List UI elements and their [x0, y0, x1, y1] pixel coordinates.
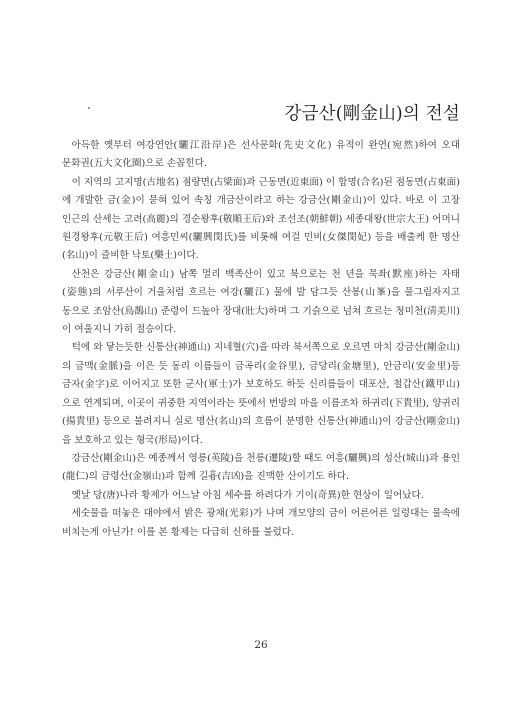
body-text [62, 137, 460, 542]
paragraph: 이 지역의 고지명(古地名) 점량면(占梁面)과 근동면(近東面) 이 합명(合名)된 점동면(占東面)에 개발한 금(金)이 묻혀 있어 속칭 개금산이라고 하는 강금산(剛金山)이 있다. 바로 이 고장 인근의 산세는 고려(高麗)의 경순왕후(敬順王后)와 조선조(朝鮮朝) 세종대왕(世宗大王) 어머니 원경왕후(元敬王后) 여흥민씨(驪興閔氏)를 비롯해 여걸 민비(女傑閔妃) 등을 배출케 한 명산(名山)이 즐비한 낙토(樂土)이다. [62, 176, 460, 262]
page-title: 강금산(剛金山)의 전설 [284, 104, 460, 124]
page-number: 26 [254, 639, 268, 651]
paragraph: 강금산(剛金山)은 예종께서 영릉(英陵)을 천릉(遷陵)할 때도 여흥(驪興)의 성산(城山)과 용인(龍仁)의 금령산(金嶺山)과 함께 길흉(吉凶)을 진맥한 산이기도 하다. [62, 452, 460, 483]
paragraph: 턱에 와 닿는듯한 신통산(神通山) 지네혈(穴)을 따라 북서쪽으로 오르면 마치 강금산(剛金山)의 금맥(金脈)을 이은 듯 동리 이름들이 금곡리(金谷里), 금당리(金塘里), 안금리(安金里)등 금자(金字)로 이어지고 또한 군사(軍士)가 보호하도 하듯 신리름들이 대포산, 철갑산(鐵甲山)으로 연계되며, 이곳이 귀중한 지역이라는 뜻에서 번방의 마을 이름조차 하귀리(下貴里), 양귀리(揚貴里) 등으로 불려지니 실로 명산(名山)의 흐름이 분명한 신통산(神通山)이 강금산(剛金山)을 보호하고 있는 형국(形局)이다. [62, 342, 460, 446]
paragraph: 옛날 당(唐)나라 황제가 어느날 아침 세수를 하려다가 기이(奇異)한 현상이 일어났다. [71, 489, 424, 501]
paragraph: 세숫물을 떠놓은 대야에서 밝은 광채(光彩)가 나며 개모양의 금이 어른어른 일렁대는 물속에 비치는게 아닌가! 이를 본 황제는 다급히 신하를 불렀다. [62, 508, 460, 538]
print-speck [88, 107, 90, 109]
paragraph: 산천은 강금산(剛金山) 남쪽 멀리 백족산이 있고 북으로는 천 년을 묵좌(默座)하는 자태(姿態)의 서루산이 거울처럼 흐르는 여강(驪江) 물에 발 담그듯 산봉(山峯)을 물그림자지고 동으로 조암산(鳥鵲山) 준령이 드높아 장대(壯大)하며 그 기슭으로 넘쳐 흐르는 청미천(淸美川)이 여울지니 가히 절승이다. [62, 268, 460, 336]
paragraph: 아득한 옛부터 여강연안(驪江沿岸)은 선사문화(先史文化) 유적이 완연(宛然)하여 오대 문화권(五大文化圈)으로 손꼽힌다. [62, 140, 460, 170]
